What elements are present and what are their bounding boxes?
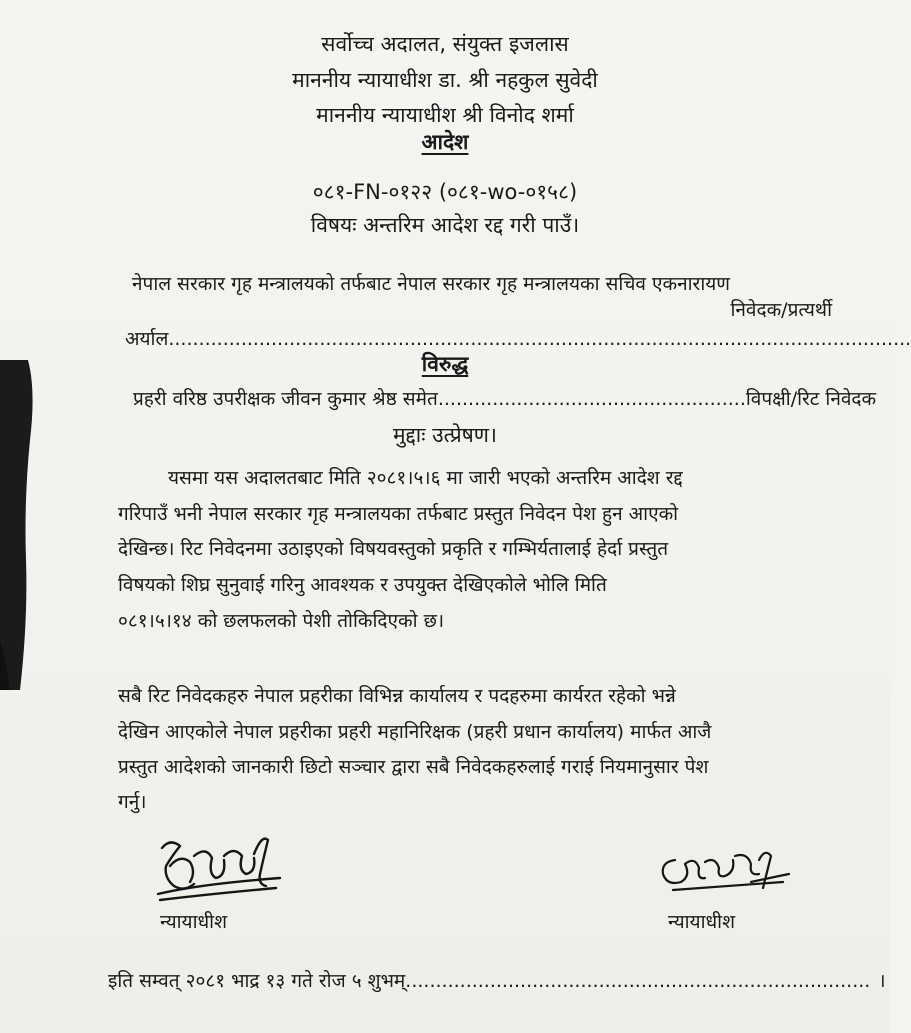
binding-edge-mark <box>0 360 40 690</box>
right-signature-label: न्यायाधीश <box>668 911 736 933</box>
versus-label: विरुद्ध <box>421 352 469 376</box>
court-name: सर्वोच्च अदालत, संयुक्त इजलास <box>321 32 569 56</box>
justice-name-2: माननीय न्यायाधीश श्री विनोद शर्मा <box>316 103 574 127</box>
justice-name-1: माननीय न्यायाधीश डा. श्री नहकुल सुवेदी <box>292 68 598 92</box>
para1-line-3: देखिन्छ। रिट निवेदनमा उठाइएको विषयवस्तुको प्रकृति र गम्भिर्यतालाई हेर्दा प्रस्तुत <box>118 538 669 560</box>
footer-date: इति सम्वत् २०८१ भाद्र १३ गते रोज ५ शुभम् <box>108 970 406 992</box>
left-signature-label: न्यायाधीश <box>160 911 228 933</box>
para2-line-3: प्रस्तुत आदेशको जानकारी छिटो सञ्चार द्वारा सबै निवेदकहरुलाई गराई नियमानुसार पेश <box>118 756 709 778</box>
petitioner-name: नेपाल सरकार गृह मन्त्रालयको तर्फबाट नेपाल सरकार गृह मन्त्रालयका सचिव एकनारायण <box>132 273 731 295</box>
para1-line-2: गरिपाउँ भनी नेपाल सरकार गृह मन्त्रालयका तर्फबाट प्रस्तुत निवेदन पेश हुन आएको <box>118 503 679 525</box>
para1-line-4: विषयको शिघ्र सुनुवाई गरिनु आवश्यक र उपयुक्त देखिएकोले भोलि मिति <box>118 574 607 596</box>
petitioner-line-1 <box>132 270 832 296</box>
respondent-name: प्रहरी वरिष्ठ उपरीक्षक जीवन कुमार श्रेष्ठ समेत <box>133 388 438 410</box>
versus-wrap <box>0 350 890 378</box>
order-title: आदेश <box>421 130 469 154</box>
left-signature <box>150 826 290 908</box>
para2-line-1: सबै रिट निवेदकहरु नेपाल प्रहरीका विभिन्न कार्यालय र पदहरुमा कार्यरत रहेको भन्ने <box>118 685 676 707</box>
respondent-role: विपक्षी/रिट निवेदक <box>745 388 877 410</box>
petitioner-line-2 <box>125 325 911 351</box>
para1-line-5: ०८१।५।१४ को छलफलको पेशी तोकिदिएको छ। <box>118 610 445 632</box>
para1-line-1: यसमा यस अदालतबाट मिति २०८१।५।६ मा जारी भएको अन्तरिम आदेश रद्द <box>168 467 683 489</box>
order-title-wrap <box>0 128 890 156</box>
respondent-row <box>133 385 877 411</box>
case-subject: विषयः अन्तरिम आदेश रद्द गरी पाउँ। <box>310 213 580 237</box>
respondent-dots: ................................................... <box>437 388 746 410</box>
footer-end-mark: । <box>878 970 886 992</box>
case-number: ०८१-FN-०१२२ (०८१-wo-०१५८) <box>312 180 578 204</box>
para2-line-4: गर्नु। <box>118 791 147 813</box>
para2-line-2: देखिन आएकोले नेपाल प्रहरीका प्रहरी महानिरिक्षक (प्रहरी प्रधान कार्यालय) मार्फत आजै <box>118 721 712 743</box>
right-signature <box>655 842 795 906</box>
footer-date-line <box>108 967 886 993</box>
petitioner-surname: अर्याल <box>125 328 169 350</box>
footer-dots: ............................................................................. <box>405 970 871 992</box>
petitioner-role-row <box>132 296 832 322</box>
case-type: मुद्दाः उत्प्रेषण। <box>393 423 497 447</box>
petitioner-role: निवेदक/प्रत्यर्थी <box>730 299 832 321</box>
petitioner-dots: ........................................................................................................................... <box>168 328 911 350</box>
